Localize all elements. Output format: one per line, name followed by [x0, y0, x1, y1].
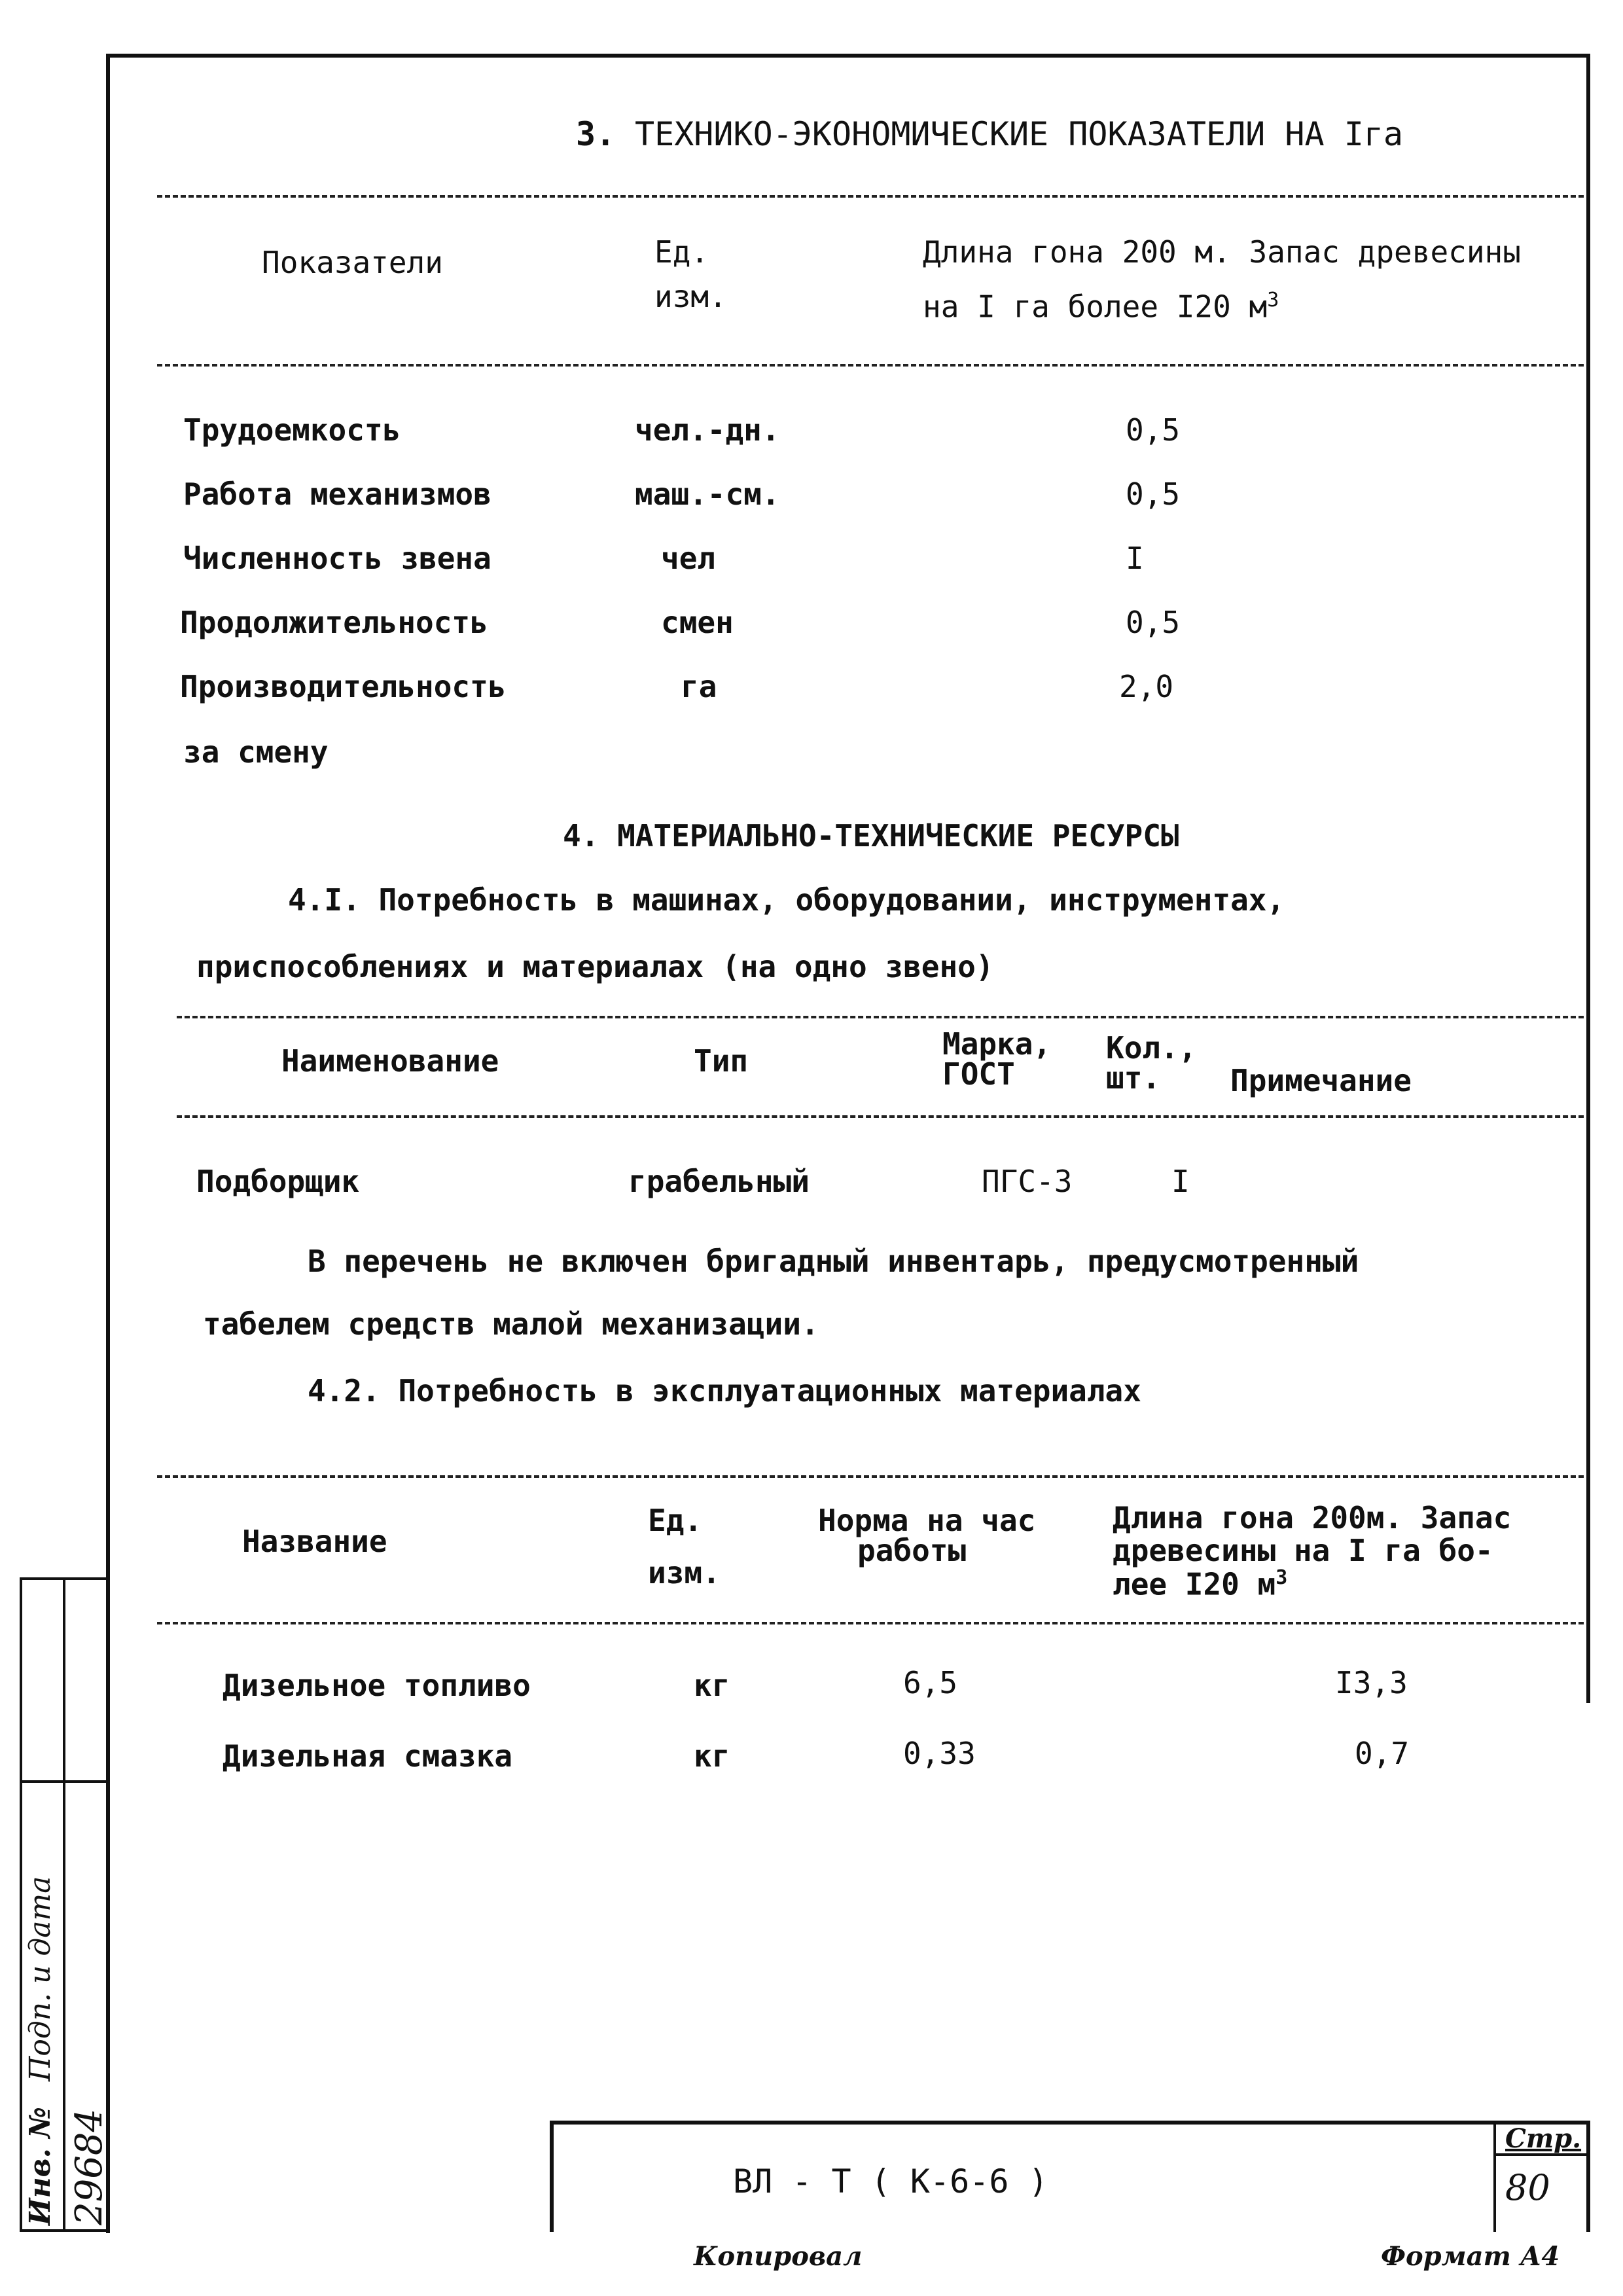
table3-row-unit: маш.-см.	[635, 476, 780, 512]
frame-left-border	[106, 54, 110, 2233]
table3-row-unit: чел.-дн.	[635, 412, 780, 448]
table3-header-unit-2: изм.	[654, 279, 727, 314]
table3-row-name: Производительность	[180, 669, 507, 704]
table1-top-rule	[177, 1016, 1584, 1018]
table2-header-norm-2: работы	[857, 1533, 967, 1568]
footer-copied: Копировал	[694, 2241, 863, 2272]
inventory-number: 29684	[68, 2108, 111, 2225]
table3-header-rule	[157, 364, 1584, 367]
table3-row-unit: га	[681, 669, 717, 704]
table3-row-value: I	[1126, 541, 1144, 576]
table2-header-unit-1: Ед.	[648, 1503, 703, 1538]
table3-row-value: 0,5	[1126, 476, 1181, 512]
sidebar-sign-label: Подп. и дата	[24, 1876, 57, 2081]
section4-title: 4. МАТЕРИАЛЬНО-ТЕХНИЧЕСКИЕ РЕСУРСЫ	[563, 818, 1179, 853]
table3-header-unit-1: Ед.	[654, 234, 709, 270]
table2-row-value: I3,3	[1335, 1665, 1408, 1700]
table1-header-note: Примечание	[1230, 1063, 1412, 1098]
table3-header-conditions-2: на I га более I20 $м^3$	[923, 289, 1279, 325]
table2-header-rule	[157, 1622, 1584, 1624]
table3-row-value: 0,5	[1126, 605, 1181, 640]
table2-row-unit: кг	[694, 1738, 730, 1774]
table1-header-rule	[177, 1115, 1584, 1118]
table1-header-mark-1: Марка,	[942, 1026, 1052, 1062]
table1-header-type: Тип	[694, 1043, 749, 1079]
table2-header-conditions-2: древесины на I га бо-	[1113, 1533, 1493, 1568]
frame-right-border	[1586, 54, 1590, 1703]
table2-row-value: 0,7	[1355, 1736, 1410, 1771]
table3-row-unit: чел	[661, 541, 716, 576]
left-side-stamp-divider	[63, 1577, 65, 2232]
table3-row-name: Продолжительность	[180, 605, 488, 640]
table1-header-qty-1: Кол.,	[1106, 1030, 1197, 1066]
sidebar-inv-label: Инв. №	[24, 2106, 57, 2225]
left-side-stamp-rule	[20, 1780, 106, 1783]
table3-row-unit: смен	[661, 605, 734, 640]
note-line-2: табелем средств малой механизации.	[203, 1306, 819, 1342]
table2-header-conditions-1: Длина гона 200м. Запас	[1113, 1500, 1512, 1535]
table2-header-name: Название	[242, 1524, 387, 1559]
table2-row-norm: 0,33	[903, 1736, 976, 1771]
table1-header-mark-2: ГОСТ	[942, 1056, 1015, 1092]
table1-row-name: Подборщик	[196, 1164, 360, 1199]
table2-row-name: Дизельная смазка	[223, 1738, 513, 1774]
section3-number: 3.	[576, 115, 616, 153]
table2-row-name: Дизельное топливо	[223, 1668, 531, 1703]
table3-top-rule	[157, 195, 1584, 198]
section4-sub2: 4.2. Потребность в эксплуатационных материалах	[308, 1373, 1141, 1408]
section3-title: ТЕХНИКО-ЭКОНОМИЧЕСКИЕ ПОКАЗАТЕЛИ НА Iга	[635, 115, 1403, 153]
section4-sub1-line2: приспособлениях и материалах (на одно звено)	[196, 949, 994, 984]
table3-row-value: 2,0	[1119, 669, 1174, 704]
title-block	[550, 2121, 1590, 2232]
table2-header-norm-1: Норма на час	[818, 1503, 1036, 1538]
document-code: ВЛ - Т ( К-6-6 )	[733, 2162, 1048, 2200]
page-label: Стр.	[1505, 2123, 1582, 2154]
table2-header-conditions-3: лее I20 $м^3$	[1113, 1566, 1288, 1602]
table1-row-mark: ПГС-3	[982, 1164, 1073, 1199]
table2-row-unit: кг	[694, 1668, 730, 1703]
table3-row-name: Трудоемкость	[183, 412, 401, 448]
table1-header-qty-2: шт.	[1106, 1060, 1161, 1096]
table1-header-name: Наименование	[281, 1043, 499, 1079]
page-number: 80	[1505, 2167, 1550, 2208]
table3-row-name: Численность звена	[183, 541, 491, 576]
table3-header-indicators: Показатели	[262, 245, 443, 280]
table3-header-conditions-1: Длина гона 200 м. Запас древесины	[923, 234, 1521, 270]
table1-row-type: грабельный	[628, 1164, 810, 1199]
table1-row-qty: I	[1171, 1164, 1190, 1199]
frame-top-border	[106, 54, 1590, 58]
table3-row-name: Работа механизмов	[183, 476, 491, 512]
table3-row-name-cont: за смену	[183, 734, 329, 770]
table2-header-unit-2: изм.	[648, 1555, 721, 1590]
table3-row-value: 0,5	[1126, 412, 1181, 448]
section4-sub1-line1: 4.I. Потребность в машинах, оборудовании, инструментах,	[288, 882, 1285, 918]
footer-format: Формат А4	[1381, 2241, 1560, 2272]
table2-row-norm: 6,5	[903, 1665, 958, 1700]
table2-top-rule	[157, 1475, 1584, 1478]
note-line-1: В перечень не включен бригадный инвентарь, предусмотренный	[308, 1244, 1359, 1279]
